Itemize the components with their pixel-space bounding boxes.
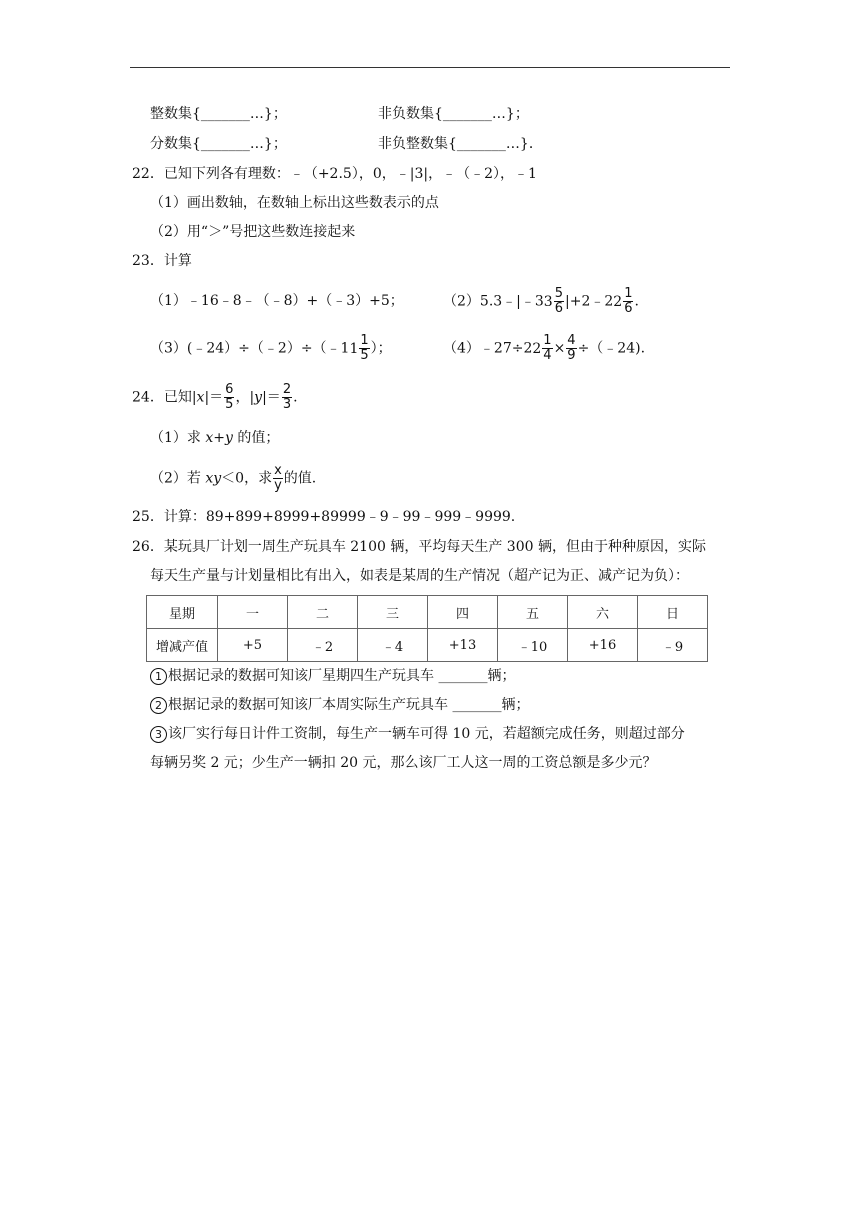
- table-cell: ﹣9: [638, 629, 708, 662]
- question-23: [132, 251, 192, 271]
- question-number: 26．: [132, 539, 164, 555]
- table-cell: 六: [568, 596, 638, 629]
- table-row: [147, 596, 708, 629]
- q26-sub-3: 3 该厂实行每日计件工资制，每生产一辆车可得 10 元，若超额完成任务，则超过部分: [150, 724, 685, 744]
- question-text: 计算: [163, 253, 192, 269]
- nonnegative-set: 非负数集{_______…}；: [378, 106, 529, 122]
- question-number: 24．: [132, 389, 164, 406]
- table-cell: 增减产值: [147, 629, 218, 662]
- question-number: 23．: [132, 253, 164, 269]
- table-cell: ﹣10: [498, 629, 568, 662]
- header-rule: [130, 67, 730, 68]
- table-cell: 三: [358, 596, 428, 629]
- q24-part-2: （2）若 xy＜0，求 $\frac{x}{y}$ 的值.: [150, 463, 317, 493]
- table-cell: 二: [288, 596, 358, 629]
- q24-part-1: （1）求 x+y 的值；: [150, 430, 280, 446]
- table-cell: 四: [428, 596, 498, 629]
- question-22: [132, 164, 537, 184]
- table-row: [147, 629, 708, 662]
- question-text: 已知下列各有理数：﹣（+2.5），0，﹣|3|，﹣（﹣2），﹣1: [163, 166, 537, 182]
- fraction-set: 分数集{_______…}；: [150, 136, 287, 152]
- q26-sub-1: 1 根据记录的数据可知该厂星期四生产玩具车 _______辆；: [150, 666, 515, 686]
- question-text: 某玩具厂计划一周生产玩具车 2100 辆，平均每天生产 300 辆，但由于种种原因，实际: [163, 539, 706, 555]
- circled-number: 1: [150, 668, 167, 685]
- integer-set: 整数集{_______…}；: [150, 106, 287, 122]
- q23-part-4: （4）﹣27÷2 2 $\frac{1}{4}$ × $\frac{4}{9}$ ÷（﹣24).: [443, 333, 646, 363]
- production-table: [146, 595, 708, 662]
- table-cell: 星期: [147, 596, 218, 629]
- mixed-fraction: 2 $\frac{1}{4}$: [532, 333, 552, 363]
- question-26: [132, 537, 706, 557]
- q23-part-3: （3）(﹣24）÷（﹣2）÷（﹣1 1 $\frac{1}{5}$ ）；: [150, 333, 392, 363]
- table-cell: +16: [568, 629, 638, 662]
- circled-number: 3: [150, 726, 167, 743]
- circled-number: 2: [150, 697, 167, 714]
- mixed-fraction: 3 $\frac{5}{6}$: [543, 286, 563, 316]
- question-26-line-2: 每天生产量与计划量相比有出入，如表是某周的生产情况（超产记为正、减产记为负）：: [150, 568, 689, 584]
- fraction: $\frac{4}{9}$: [567, 333, 576, 363]
- q22-part-2: （2）用“＞”号把这些数连接起来: [150, 224, 356, 240]
- q23-part-1: （1）﹣16﹣8﹣（﹣8）+（﹣3）+5；: [150, 293, 404, 309]
- fraction: $\frac{2}{3}$: [282, 382, 292, 412]
- mixed-fraction: 2 $\frac{1}{6}$: [613, 286, 633, 316]
- question-24: 24．已知|x|＝ $\frac{6}{5}$ ，|y|＝ $\frac{2}{3}$ .: [132, 382, 298, 412]
- table-cell: +13: [428, 629, 498, 662]
- q22-part-1: （1）画出数轴，在数轴上标出这些数表示的点: [150, 195, 439, 211]
- q26-sub-3-line-2: 每辆另奖 2 元；少生产一辆扣 20 元，那么该厂工人这一周的工资总额是多少元？: [150, 755, 657, 771]
- fraction: $\frac{6}{5}$: [225, 382, 234, 412]
- table-cell: 一: [218, 596, 288, 629]
- mixed-fraction: 1 $\frac{1}{5}$: [349, 333, 369, 363]
- table-cell: 五: [498, 596, 568, 629]
- table-cell: +5: [218, 629, 288, 662]
- question-number: 22．: [132, 166, 164, 182]
- q23-part-2: （2）5.3﹣|﹣3 3 $\frac{5}{6}$ |+2﹣2 2 $\frac{1}{6}$ .: [443, 286, 639, 316]
- fraction: $\frac{x}{y}$: [274, 463, 282, 493]
- table-cell: ﹣2: [288, 629, 358, 662]
- question-number: 25．: [132, 509, 164, 525]
- table-cell: 日: [638, 596, 708, 629]
- question-25: [132, 507, 515, 527]
- nonnegative-integer-set: 非负整数集{_______…}．: [378, 136, 543, 152]
- table-cell: ﹣4: [358, 629, 428, 662]
- q26-sub-2: 2 根据记录的数据可知该厂本周实际生产玩具车 _______辆；: [150, 695, 529, 715]
- question-text: 计算：89+899+8999+89999﹣9﹣99﹣999﹣9999.: [163, 509, 516, 525]
